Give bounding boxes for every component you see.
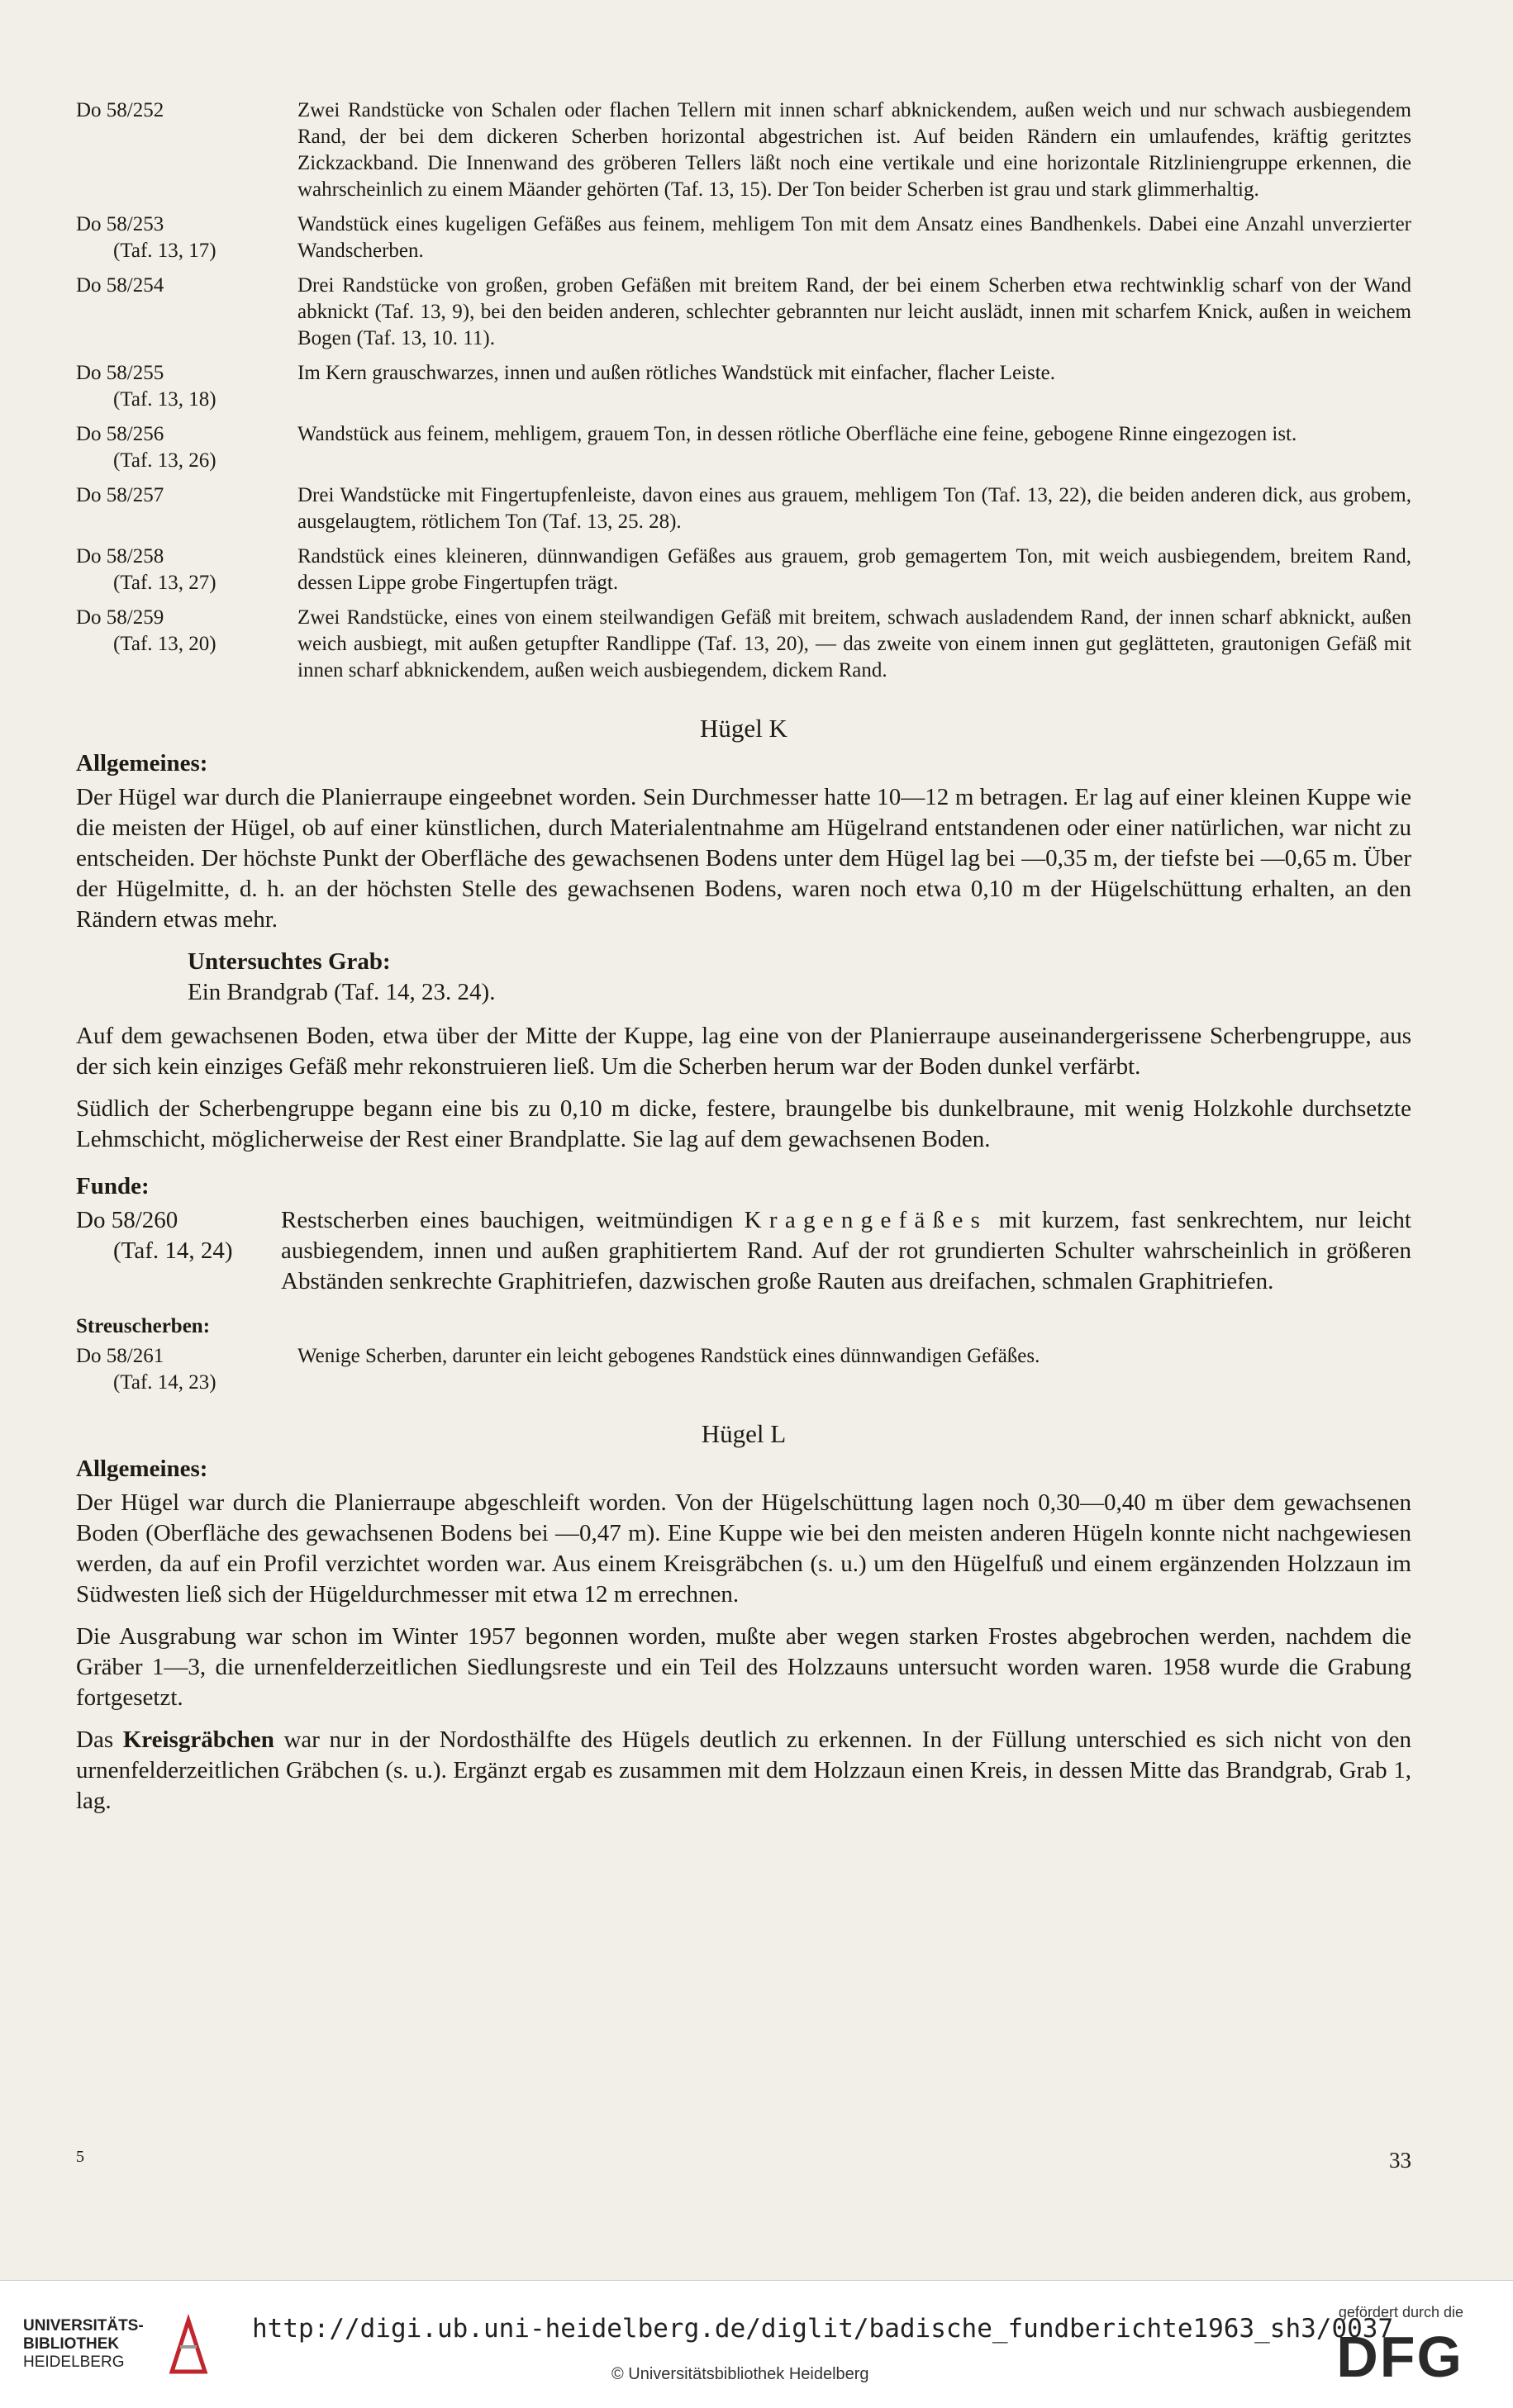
library-name-line: HEIDELBERG	[23, 2353, 125, 2371]
entry-plate: (Taf. 14, 23)	[113, 1371, 216, 1394]
entry-plate: (Taf. 14, 24)	[113, 1237, 233, 1264]
entry-id: Do 58/255	[76, 362, 164, 384]
paragraph: Die Ausgrabung war schon im Winter 1957 begonnen worden, mußte aber wegen starken Frostes abgebrochen werden, nachdem die Gräber 1—3, die urnenfelderzeitlichen Siedlungsreste und ein Teil des Holzzauns untersucht worden waren. 1958 wurde die Grabung fortgesetzt.	[76, 1623, 1411, 1711]
entry-id: Do 58/256	[76, 423, 164, 445]
entry-id: Do 58/253	[76, 213, 164, 235]
subheading-allgemeines: Allgemeines:	[76, 750, 208, 777]
entry-description: Im Kern grauschwarzes, innen und außen rötliches Wandstück mit einfacher, flacher Leiste.	[297, 362, 1056, 384]
entry-plate: (Taf. 13, 18)	[113, 388, 216, 411]
entry-description: Drei Randstücke von großen, groben Gefäßen mit breitem Rand, der bei einem Scherben etwa rechtwinklig scharf von der Wand abknickt (Taf. 13, 9), bei den beiden anderen, schlechter gebrannten nur leicht auslädt, innen mit scharfem Knick, außen in weichem Bogen (Taf. 13, 10. 11).	[297, 274, 1411, 349]
paragraph	[76, 1725, 1411, 1817]
entry-plate: (Taf. 13, 27)	[113, 572, 216, 594]
paragraph: Südlich der Scherbengruppe begann eine bis zu 0,10 m dicke, festere, braungelbe bis dunkelbraune, mit wenig Holzkohle durchsetzte Lehmschicht, möglicherweise der Rest einer Brandplatte. Sie lag auf dem gewachsenen Boden.	[76, 1095, 1411, 1152]
entry-description: Wandstück aus feinem, mehligem, grauem Ton, in dessen rötliche Oberfläche eine feine, gebogene Rinne eingezogen ist.	[297, 423, 1297, 445]
entry-id: Do 58/258	[76, 545, 164, 568]
entry-id: Do 58/257	[76, 484, 164, 506]
paragraph: Auf dem gewachsenen Boden, etwa über der Mitte der Kuppe, lag eine von der Planierraupe auseinandergerissene Scherbengruppe, aus der sich kein einziges Gefäß mehr rekonstruieren ließ. Um die Scherben herum war der Boden dunkel verfärbt.	[76, 1023, 1411, 1080]
catalog-entry	[76, 605, 1411, 684]
catalog-entry	[76, 211, 1411, 264]
library-logo[interactable]	[23, 2317, 144, 2372]
subheading-streuscherben: Streuscherben:	[76, 1315, 211, 1337]
entry-id: Do 58/260	[76, 1207, 178, 1233]
section-hugel-l	[76, 1419, 1411, 1817]
catalog-entry	[76, 97, 1411, 203]
library-name-line: UNIVERSITÄTS-	[23, 2317, 144, 2334]
entry-description	[281, 1205, 1411, 1297]
entry-id: Do 58/261	[76, 1345, 164, 1367]
catalog-entry	[76, 544, 1411, 596]
catalog-entry	[76, 421, 1411, 474]
para-bold-term: Kreisgräbchen	[122, 1726, 274, 1753]
entry-description: Zwei Randstücke, eines von einem steilwandigen Gefäß mit breitem, schwach ausladendem Rand, der innen scharf abknickt, außen weich ausbiegt, mit außen getupfter Randlippe (Taf. 13, 20), — das zweite von einem innen gut geglätteten, grautonigen Gefäß mit innen scharf abknickendem, außen weich ausbiegendem, dickem Rand.	[297, 606, 1411, 682]
entry-plate: (Taf. 13, 17)	[113, 240, 216, 262]
grab-text: Ein Brandgrab (Taf. 14, 23. 24).	[188, 979, 496, 1005]
entry-plate: (Taf. 13, 26)	[113, 449, 216, 472]
entry-plate: (Taf. 13, 20)	[113, 633, 216, 655]
section-hugel-k	[76, 714, 1411, 1396]
entry-id: Do 58/252	[76, 99, 164, 121]
funding-note: gefördert durch die	[1338, 2304, 1463, 2320]
section-heading: Hügel L	[701, 1419, 787, 1448]
catalog-entry	[76, 273, 1411, 352]
section-heading: Hügel K	[700, 714, 787, 743]
subheading-grab: Untersuchtes Grab:	[188, 948, 391, 975]
subheading-allgemeines: Allgemeines:	[76, 1456, 208, 1482]
para-part: Das	[76, 1726, 123, 1753]
page-content	[76, 97, 1411, 1828]
viewer-footer-bar	[0, 2280, 1513, 2408]
page-number: 33	[1389, 2148, 1411, 2173]
desc-part: mit kurzem, fast senkrechtem, nur leicht ausbiegendem, innen und außen graphitiertem Rand. Auf der rot grundierten Schulter wahrscheinlich in größeren Abständen senkrechte Graphitriefen, dazwischen große Rauten aus dreifachen, schmalen Graphitriefen.	[281, 1207, 1411, 1294]
desc-part: Restscherben eines bauchigen, weitmündigen	[281, 1207, 745, 1233]
grab-block	[76, 947, 1411, 1008]
desc-spaced-term: Kragengefäßes	[744, 1207, 988, 1233]
signature-mark: 5	[76, 2148, 84, 2166]
catalog-entry	[76, 1343, 1411, 1396]
dfg-logo[interactable]: DFG	[1336, 2325, 1463, 2389]
catalog-entry	[76, 482, 1411, 535]
copyright-notice: © Universitätsbibliothek Heidelberg	[611, 2365, 869, 2383]
subheading-funde: Funde:	[76, 1173, 150, 1199]
permalink-url[interactable]: http://digi.ub.uni-heidelberg.de/diglit/badische_fundberichte1963_sh3/0037	[252, 2314, 1394, 2344]
library-emblem-icon	[165, 2314, 212, 2378]
library-name-line: BIBLIOTHEK	[23, 2335, 120, 2353]
entry-description: Randstück eines kleineren, dünnwandigen Gefäßes aus grauem, grob gemagertem Ton, mit weich ausbiegendem, breitem Rand, dessen Lippe grobe Fingertupfen trägt.	[297, 545, 1411, 594]
paragraph: Der Hügel war durch die Planierraupe eingeebnet worden. Sein Durchmesser hatte 10—12 m betragen. Er lag auf einer kleinen Kuppe wie die meisten der Hügel, ob auf einer künstlichen, durch Materialentnahme am Hügelrand entstandenen oder einer natürlichen, war nicht zu entscheiden. Der höchste Punkt der Oberfläche des gewachsenen Bodens unter dem Hügel lag bei —0,35 m, der tiefste bei —0,65 m. Über der Hügelmitte, d. h. an der höchsten Stelle des gewachsenen Bodens, waren noch etwa 0,10 m der Hügelschüttung erhalten, an den Rändern etwas mehr.	[76, 784, 1411, 933]
catalog-entry	[76, 360, 1411, 413]
entry-id: Do 58/254	[76, 274, 164, 297]
para-part: war nur in der Nordosthälfte des Hügels deutlich zu erkennen. In der Füllung unterschied es sich nicht von den urnenfelderzeitlichen Gräbchen (s. u.). Ergänzt ergab es zusammen mit dem Holzzaun einen Kreis, in dessen Mitte das Brandgrab, Grab 1, lag.	[76, 1726, 1412, 1814]
entry-description: Wenige Scherben, darunter ein leicht gebogenes Randstück eines dünnwandigen Gefäßes.	[297, 1345, 1040, 1367]
entry-description: Zwei Randstücke von Schalen oder flachen Tellern mit innen scharf abknickendem, außen weich und nur schwach ausbiegendem Rand, der bei dem dickeren Scherben horizontal abgestrichen ist. Auf beiden Rändern ein umlaufendes, kräftig geritztes Zickzackband. Die Innenwand des gröberen Tellers läßt noch eine vertikale und eine horizontale Ritzliniengruppe erkennen, die wahrscheinlich zu einem Mäander gehörten (Taf. 13, 15). Der Ton beider Scherben ist grau und stark glimmerhaltig.	[297, 99, 1411, 201]
catalog-entry	[76, 1205, 1411, 1297]
entries-top	[76, 97, 1411, 684]
paragraph: Der Hügel war durch die Planierraupe abgeschleift worden. Von der Hügelschüttung lagen noch 0,30—0,40 m über dem gewachsenen Boden (Oberfläche des gewachsenen Bodens bei —0,47 m). Eine Kuppe wie bei den meisten anderen Hügeln konnte nicht nachgewiesen werden, da auf ein Profil verzichtet worden war. Aus einem Kreisgräbchen (s. u.) um den Hügelfuß und einem ergänzenden Holzzaun im Südwesten ließ sich der Hügeldurchmesser mit etwa 12 m errechnen.	[76, 1489, 1411, 1608]
entry-id: Do 58/259	[76, 606, 164, 629]
entry-description: Drei Wandstücke mit Fingertupfenleiste, davon eines aus grauem, mehligem Ton (Taf. 13, 22), die beiden anderen dick, aus grobem, ausgelaugtem, rötlichem Ton (Taf. 13, 25. 28).	[297, 484, 1411, 533]
entry-description: Wandstück eines kugeligen Gefäßes aus feinem, mehligem Ton mit dem Ansatz eines Bandhenkels. Dabei eine Anzahl unverzierter Wandscherben.	[297, 213, 1411, 262]
